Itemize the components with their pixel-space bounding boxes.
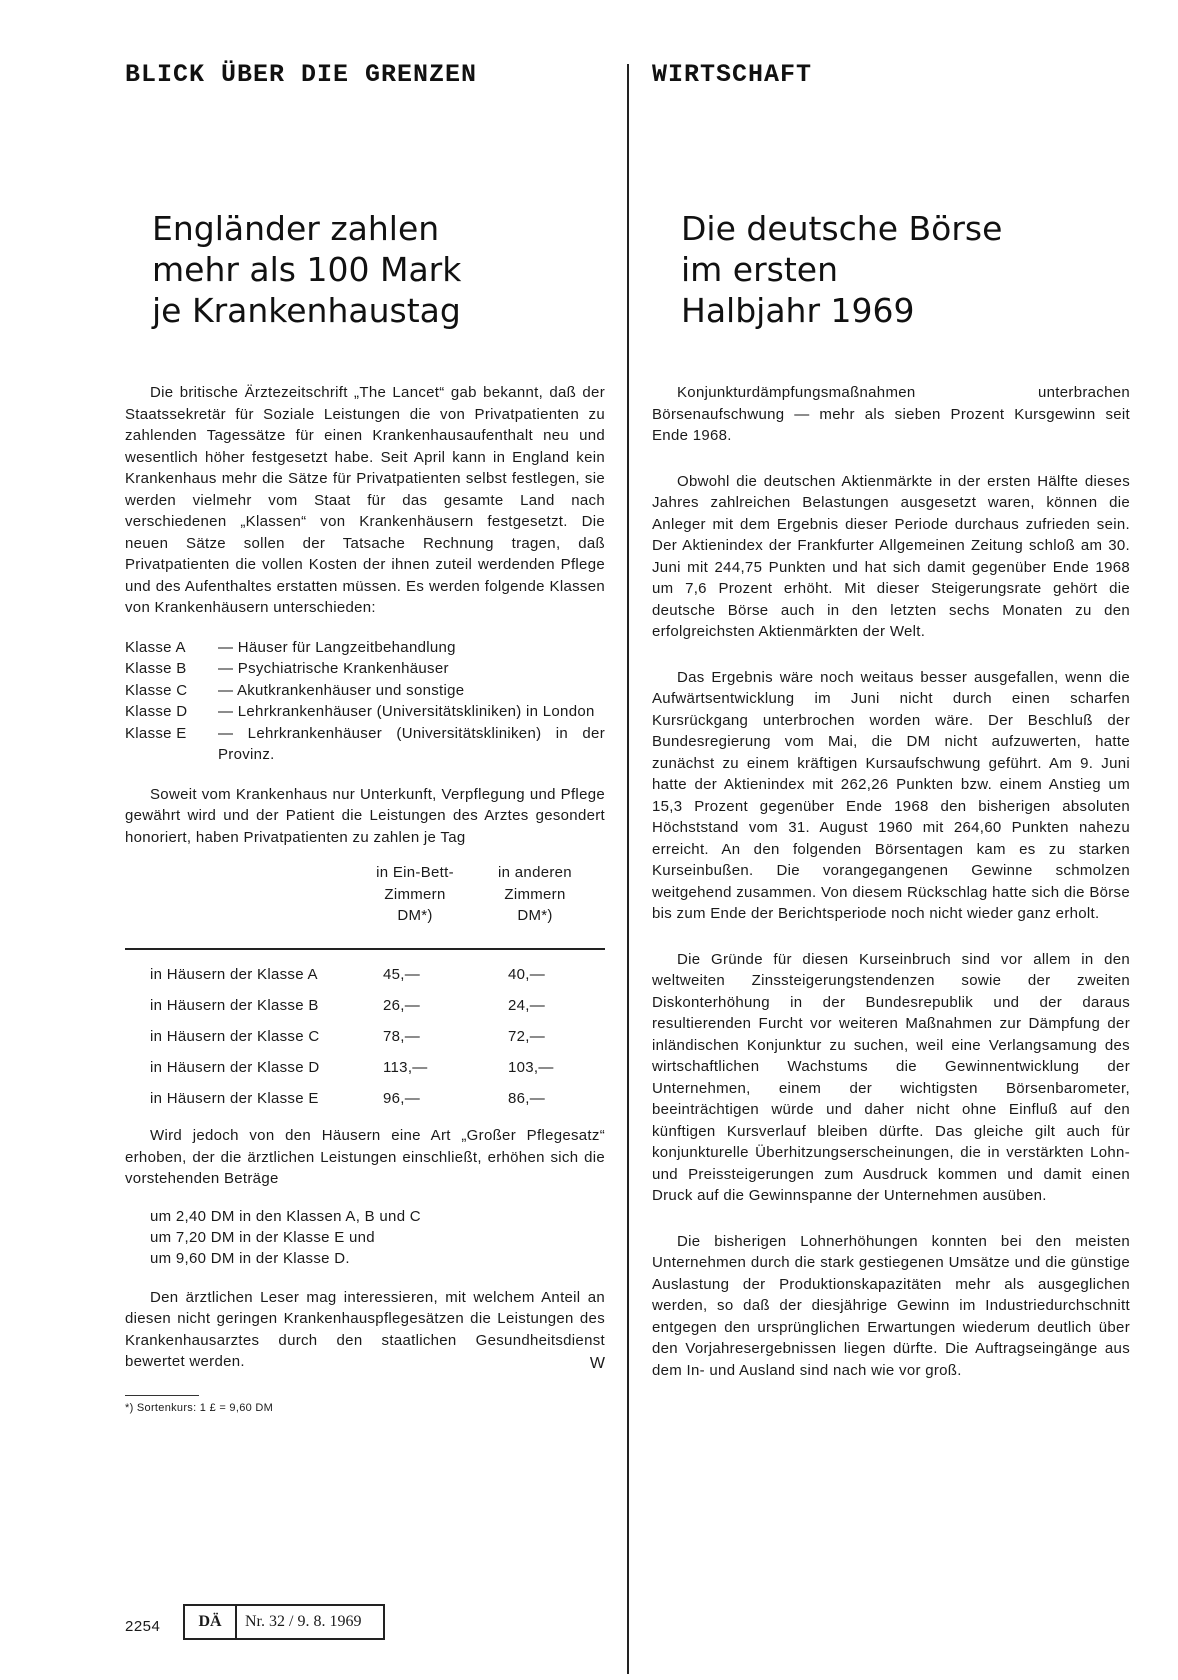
list-item <box>125 680 605 702</box>
class-description: — Lehrkrankenhäuser (Universitätskliniken) in London <box>218 703 595 720</box>
column-header-other-rooms: in anderen Zimmern DM*) <box>498 864 572 924</box>
row-label: in Häusern der Klasse A <box>150 966 318 983</box>
class-description: — Häuser für Langzeitbehandlung <box>218 638 456 656</box>
paragraph: Das Ergebnis wäre noch weitaus besser ausgefallen, wenn die Aufwärtsentwicklung im Juni nicht durch einen scharfen Kursrückgang unterbrochen worden wäre. Der Beschluß der Bundesregierung vom Mai, die DM nicht aufzuwerten, hatte zunächst zu einem kräftigen Kursaufschwung geführt. Am 9. Juni hatte der Aktienindex mit 262,26 Punkten bzw. einem Anstieg um 15,3 Prozent gegenüber Ende 1968 den bisherigen absoluten Höchststand vom 31. August 1960 mit 264,60 Punkten nahezu erreicht. An den folgenden Börsentagen kam es zu starken Kurseinbußen. Die vorangegangenen Gewinne schmolzen weitgehend zusammen. Von diesem Rückschlag hatte sich die Börse bis zum Ende der Berichtsperiode noch nicht wieder ganz erholt. <box>652 668 1130 922</box>
issue-number: Nr. 32 / 9. 8. 1969 <box>245 1613 362 1630</box>
hospital-class-list <box>125 637 605 766</box>
rates-table <box>125 862 605 1115</box>
footnote-rule <box>125 1395 199 1396</box>
cell-other-rooms: 86,— <box>508 1090 546 1107</box>
list-item: um 7,20 DM in der Klasse E und <box>150 1228 375 1246</box>
footnote: *) Sortenkurs: 1 £ = 9,60 DM <box>125 1401 274 1414</box>
cell-other-rooms: 103,— <box>508 1059 554 1076</box>
headline-line: Halbjahr 1969 <box>681 291 915 330</box>
paragraph: Den ärztlichen Leser mag interessieren, mit welchem Anteil an diesen nicht geringen Krankenhauspflegesätzen die Leistungen des Krankenhausarztes durch den staatlichen Gesundheitsdienst bewertet werden. <box>125 1288 605 1370</box>
paragraph: Die Gründe für diesen Kurseinbruch sind vor allem in den weltweiten Zinssteigerungstendenzen sowie der zweiten Diskonterhöhung in der Bundesrepublik und der daraus resultierenden Furcht vor weiteren Maßnahmen zur Dämpfung der inländischen Konjunktur zu suchen, weil eine Verlangsamung des wirtschaftlichen Wachstums die Gewinnentwicklung der Unternehmen, einem der wichtigsten Börsenbarometer, beeinträchtigen würde und daher nicht ohne Einfluß auf den künftigen Kursverlauf bleiben dürfte. Das gleiche gilt auch für konjunkturelle Überhitzungserscheinungen, die in verstärkten Lohn- und Preissteigerungen zum Ausdruck kommen und damit einen Druck auf die Gewinnspanne der Unternehmen ausüben. <box>652 950 1130 1204</box>
article-body-right <box>652 382 1130 1405</box>
headline-line: je Krankenhaustag <box>152 291 461 330</box>
cell-single-room: 26,— <box>383 997 421 1014</box>
cell-other-rooms: 72,— <box>508 1028 546 1045</box>
class-key: Klasse D <box>125 703 188 720</box>
list-item: um 9,60 DM in der Klasse D. <box>150 1249 350 1267</box>
cell-single-room: 96,— <box>383 1090 421 1107</box>
paragraph: Die britische Ärztezeitschrift „The Lancet“ gab bekannt, daß der Staatssekretär für Soziale Leistungen die von Privatpatienten zu zahlenden Tagessätze für einen Krankenhausaufenthalt neu und wesentlich höher festgesetzt habe. Seit April kann in England kein Krankenhaus mehr die Sätze für Privatpatienten selbst festlegen, sie werden vielmehr vom Staat für das gesamte Land nach verschiedenen „Klassen“ von Krankenhäusern festgesetzt. Die neuen Sätze sollen der Tatsache Rechnung tragen, daß Privatpatienten die vollen Kosten der ihnen zuteil werdenden Pflege und des Aufenthaltes erstatten müssen. Es werden folgende Klassen von Krankenhäusern unterschieden: <box>125 384 605 616</box>
table-rule <box>125 948 605 950</box>
section-title-right: WIRTSCHAFT <box>652 60 813 89</box>
class-description: — Psychiatrische Krankenhäuser <box>218 660 449 677</box>
table-row <box>125 991 605 1022</box>
table-row <box>125 1022 605 1053</box>
headline-line: im ersten <box>681 250 839 289</box>
paragraph: Wird jedoch von den Häusern eine Art „Großer Pflegesatz“ erhoben, der die ärztlichen Leistungen einschließt, erhöhen sich die vorstehenden Beträge <box>125 1127 605 1187</box>
class-description: — Lehrkrankenhäuser (Universitätskliniken) in der Provinz. <box>218 724 605 763</box>
headline-right <box>681 208 1002 331</box>
list-item: um 2,40 DM in den Klassen A, B und C <box>150 1207 421 1225</box>
column-divider <box>627 64 629 1674</box>
cell-other-rooms: 24,— <box>508 997 546 1014</box>
list-item <box>125 658 605 680</box>
class-key: Klasse A <box>125 638 186 656</box>
class-key: Klasse E <box>125 724 187 742</box>
headline-line: Die deutsche Börse <box>681 209 1003 248</box>
class-key: Klasse C <box>125 681 188 699</box>
article-body-left <box>125 382 605 1414</box>
list-item <box>125 723 605 766</box>
paragraph: Soweit vom Krankenhaus nur Unterkunft, Verpflegung und Pflege gewährt wird und der Patient die Leistungen des Arztes gesondert honoriert, haben Privatpatienten zu zahlen je Tag <box>125 785 605 846</box>
list-item <box>125 701 605 723</box>
row-label: in Häusern der Klasse E <box>150 1090 319 1107</box>
cell-single-room: 113,— <box>383 1059 428 1076</box>
table-header <box>125 862 605 934</box>
headline-line: Engländer zahlen <box>152 209 440 248</box>
cell-single-room: 45,— <box>383 966 421 983</box>
table-row <box>125 1053 605 1084</box>
cell-single-room: 78,— <box>383 1028 421 1045</box>
cell-other-rooms: 40,— <box>508 966 546 983</box>
row-label: in Häusern der Klasse B <box>150 997 319 1014</box>
paragraph: Konjunkturdämpfungsmaßnahmen unterbrachen Börsenaufschwung — mehr als sieben Prozent Kursgewinn seit Ende 1968. <box>652 384 1130 444</box>
column-header-single-room: in Ein-Bett- Zimmern DM*) <box>376 864 454 924</box>
table-row <box>125 1084 605 1115</box>
class-key: Klasse B <box>125 660 187 677</box>
journal-logo: DÄ <box>185 1606 237 1638</box>
headline-left <box>152 208 461 331</box>
class-description: — Akutkrankenhäuser und sonstige <box>218 681 465 699</box>
section-title-left: BLICK ÜBER DIE GRENZEN <box>125 60 478 89</box>
issue-box <box>183 1604 385 1640</box>
author-initial: W <box>589 1354 605 1372</box>
headline-line: mehr als 100 Mark <box>152 250 462 289</box>
row-label: in Häusern der Klasse C <box>150 1028 320 1045</box>
final-paragraph <box>125 1287 605 1373</box>
paragraph: Obwohl die deutschen Aktienmärkte in der ersten Hälfte dieses Jahres zahlreichen Belastungen ausgesetzt waren, können die Anleger mit dem Ergebnis dieser Periode durchaus zufrieden sein. Der Aktienindex der Frankfurter Allgemeinen Zeitung schloß am 30. Juni mit 244,75 Punkten und hat sich damit gegenüber Ende 1968 um 7,6 Prozent erhöht. Mit dieser Steigerungsrate gehört die deutsche Börse auch in den letzten sechs Monaten zu den erfolgreichsten Aktienmärkten der Welt. <box>652 472 1130 640</box>
table-row <box>125 960 605 991</box>
list-item <box>125 637 605 659</box>
page-number: 2254 <box>125 1618 161 1635</box>
row-label: in Häusern der Klasse D <box>150 1059 320 1076</box>
surcharge-list <box>150 1206 605 1269</box>
paragraph: Die bisherigen Lohnerhöhungen konnten bei den meisten Unternehmen durch die stark gestiegenen Umsätze und die günstige Auslastung der Produktionskapazitäten mehr als ausgeglichen werden, so daß der diesjährige Gewinn im Industriedurchschnitt entgegen den ursprünglichen Erwartungen wiederum deutlich über den Vorjahresergebnissen liegen dürfte. Die Auftragseingänge aus dem In- und Ausland sind nach wie vor groß. <box>652 1232 1130 1379</box>
